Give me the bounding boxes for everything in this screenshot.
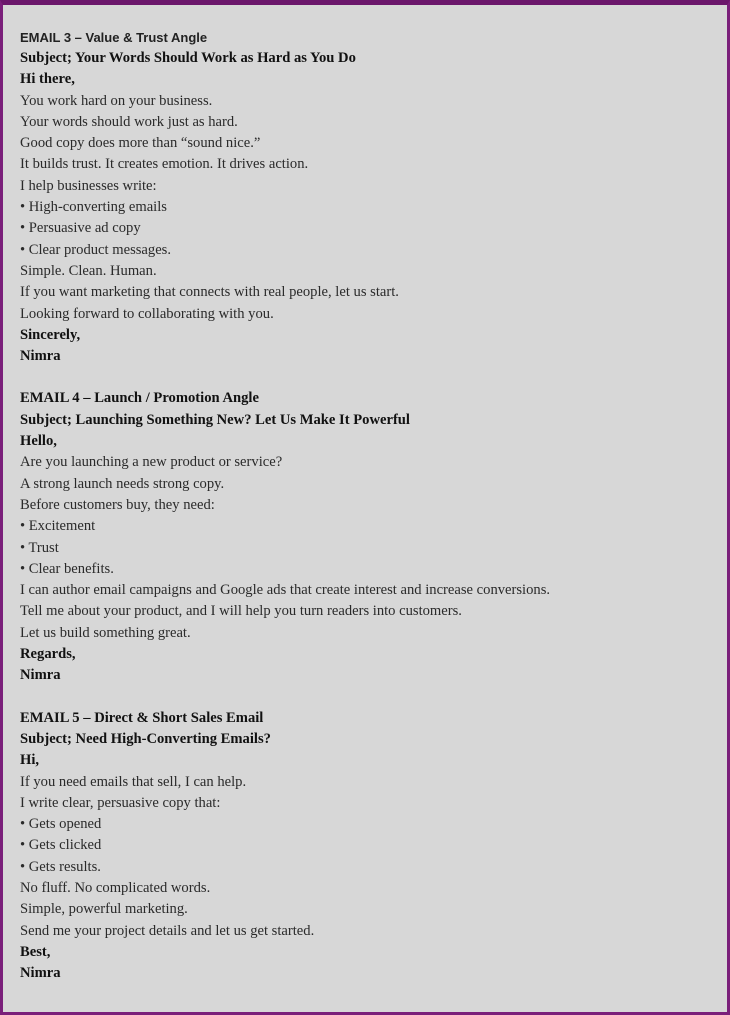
email-heading: EMAIL 5 – Direct & Short Sales Email — [20, 709, 264, 726]
email-greeting: Hi there, — [20, 71, 75, 88]
bullet-item: • Trust — [20, 539, 59, 556]
body-line: I help businesses write: — [20, 177, 157, 194]
email-signature: Nimra — [20, 965, 61, 982]
body-line: No fluff. No complicated words. — [20, 879, 211, 896]
body-line: It builds trust. It creates emotion. It drives action. — [20, 156, 309, 173]
body-line: Before customers buy, they need: — [20, 496, 215, 513]
email-signoff: Best, — [20, 943, 51, 960]
email-subject: Subject; Launching Something New? Let Us Make It Powerful — [20, 411, 410, 428]
body-line: If you need emails that sell, I can help. — [20, 773, 247, 790]
body-line: Looking forward to collaborating with you. — [20, 305, 274, 322]
bullet-item: • High-converting emails — [20, 199, 167, 216]
body-line: You work hard on your business. — [20, 92, 213, 109]
email-greeting: Hi, — [20, 752, 40, 769]
document-content — [20, 27, 717, 984]
body-line: Let us build something great. — [20, 624, 191, 641]
email-signature: Nimra — [20, 348, 61, 365]
body-line: Are you launching a new product or service? — [20, 454, 283, 471]
body-line: Send me your project details and let us get started. — [20, 922, 315, 939]
body-line: A strong launch needs strong copy. — [20, 475, 225, 492]
body-line: Good copy does more than “sound nice.” — [20, 135, 261, 152]
body-line: I can author email campaigns and Google ads that create interest and increase conversions. — [20, 582, 551, 599]
email-subject: Subject; Need High-Converting Emails? — [20, 730, 271, 747]
email-subject: Subject; Your Words Should Work as Hard as You Do — [20, 50, 356, 66]
bullet-item: • Gets clicked — [20, 837, 102, 854]
email-greeting: Hello, — [20, 433, 57, 450]
body-line: Tell me about your product, and I will help you turn readers into customers. — [20, 603, 462, 620]
email-signature: Nimra — [20, 667, 61, 684]
email-3-section — [20, 27, 717, 367]
email-heading: EMAIL 3 – Value & Trust Angle — [20, 30, 208, 45]
body-line: I write clear, persuasive copy that: — [20, 794, 221, 811]
body-line: Simple, powerful marketing. — [20, 901, 188, 918]
email-signoff: Regards, — [20, 646, 76, 663]
body-line: If you want marketing that connects with real people, let us start. — [20, 284, 399, 301]
email-signoff: Sincerely, — [20, 326, 81, 343]
bullet-item: • Persuasive ad copy — [20, 220, 141, 237]
bullet-item: • Clear benefits. — [20, 560, 114, 577]
bullet-item: • Clear product messages. — [20, 241, 172, 258]
email-4-section — [20, 388, 717, 686]
body-line: Simple. Clean. Human. — [20, 262, 157, 279]
email-5-section — [20, 708, 717, 985]
email-heading: EMAIL 4 – Launch / Promotion Angle — [20, 390, 259, 407]
bullet-item: • Gets opened — [20, 816, 102, 833]
bullet-item: • Excitement — [20, 518, 96, 535]
bullet-item: • Gets results. — [20, 858, 101, 875]
body-line: Your words should work just as hard. — [20, 113, 238, 130]
